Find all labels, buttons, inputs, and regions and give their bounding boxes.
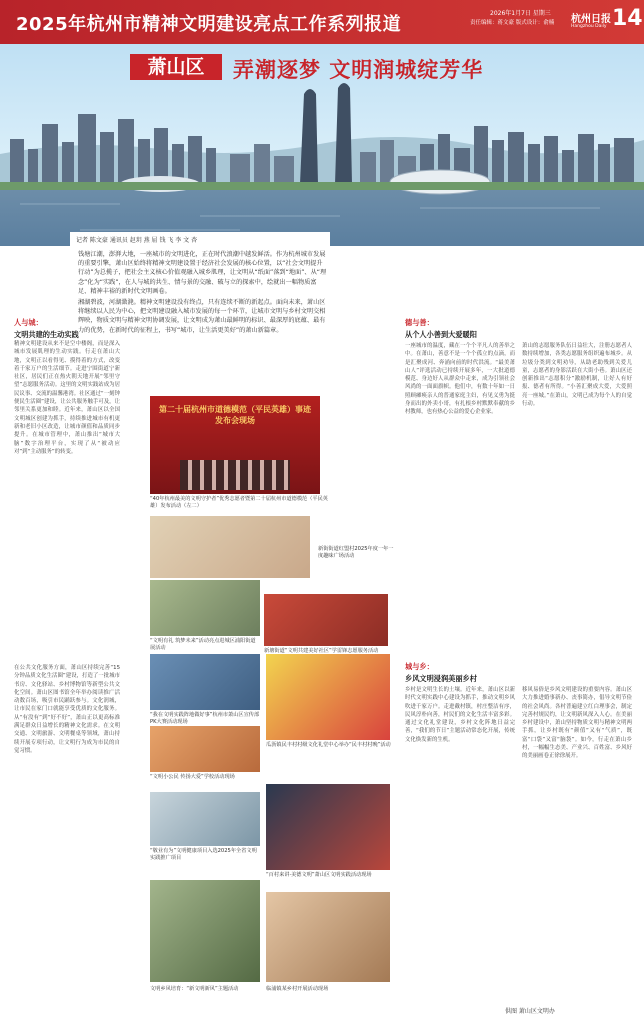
hero-skyline-image <box>0 44 644 246</box>
river-shimmer <box>20 204 600 230</box>
photo-caption-6: “文明小公民 传扬大爱”学校活动现场 <box>150 774 235 780</box>
section-1-heading <box>14 318 79 340</box>
newspaper-logo-sub: Hangzhou Daily <box>571 24 607 29</box>
photo-rural-event <box>150 880 260 982</box>
intro-paragraph <box>78 250 328 335</box>
editor-credits: 责任编辑：蒋文豪 版式设计：俞楠 <box>470 20 555 26</box>
photo-contest <box>150 654 260 710</box>
photo-caption-7: 瓜沥镇民丰村村级文化礼堂中心举办“民丰村村晚”活动 <box>266 742 391 748</box>
section-3-column-b: 移风易俗是乡风文明建设的重要内容。萧山区大力推进婚事新办、丧事简办，倡导文明节俭的社会风尚。各村普遍建立红白理事会，制定完善村规民约，让文明新风深入人心。在美丽乡村建设中，萧山坚持物质文明与精神文明两手抓，让乡村既有“颜值”又有“气质”，既富“口袋”又富“脑袋”。如今，行走在萧山乡村，一幅幅生态美、产业兴、百姓富、乡风好的美丽画卷正徐徐展开。 <box>522 687 632 760</box>
photo-caption-1: “40年杭州最美的文明守护者”优秀志愿者暨第二十届杭州市道德模范（平民英雄）发布活动（左二） <box>150 496 328 509</box>
section-3-heading <box>405 662 477 684</box>
photo-volunteers <box>264 594 388 646</box>
photo-people-row <box>180 460 290 490</box>
section-3-column-a: 乡村是文明生长的土壤。近年来，萧山区以新时代文明实践中心建设为抓手，推动文明乡风吹进千家万户。走进戴村镇，村庄整洁有序，民风淳朴向善，村民们的文化生活丰富多彩。通过文化礼堂建设，乡村文化阵地日益完善，“我们的节日”主题活动常态化开展，传统文化焕发新的生机。 <box>405 687 515 743</box>
photo-caption-11: 临浦镇某乡村开展活动现场 <box>266 986 329 992</box>
photo-practice-project <box>150 792 260 846</box>
photo-caption-3: “文明有礼 筑梦未来”活动亮点进城区浦阳街道展活动 <box>150 638 256 651</box>
page-title: 2025年杭州市精神文明建设亮点工作系列报道 <box>16 14 402 35</box>
photo-village-activity <box>266 892 390 982</box>
photo-caption-2: 新街街道红盟村2025年度一年一度趣味广场活动 <box>318 546 394 559</box>
byline: 记者 陈文豪 通讯员 赵玥 燕 屈 钱 飞 李 文 杏 <box>76 237 198 244</box>
photo-stage-performance <box>266 784 390 870</box>
section-3-title: 乡风文明浸润美丽乡村 <box>405 674 477 683</box>
page-header <box>0 0 644 44</box>
intro-text: 钱塘江潮，澎湃大地，一座城市的文明进化，正在时代浪潮中越发鲜活。作为杭州城市发展的重要引擎，萧山区始终将精神文明建设置于经济社会发展的核心位置，以“社会文明提升行动”为总揽子，把社会主义核心价值观融入城乡肌理，让文明从“纸面”落到“地面”、从“理念”化为“实践”，在人与城的共生、情与景的交融、破与立的探索中，绘就出一幅物质富足、精神丰裕的新时代文明画卷。 <box>78 251 327 295</box>
photo-plaza-event <box>150 516 310 578</box>
section-3-tag: 城与乡： <box>405 662 434 671</box>
issue-date: 2026年1月7日 星期三 <box>490 10 551 17</box>
photo-caption-4: 新塘街道“文明共建美好社区”学雷锋志愿服务活动 <box>264 648 379 654</box>
intro-text-more: 湘湖碧波，河湖潋滟。精神文明建设没有终点，只有连续不断的新起点。面向未来，萧山区将继续以人民为中心，把文明建设融入城市发展的每一个环节，让城市文明与乡村文明交相辉映，物质文明与精神文明协调发展，让文明成为萧山最鲜明的标识、最深厚的底蕴、最有力的优势，在新时代的征程上，书写“城市，让生活更美好”的萧山新篇章。 <box>78 299 326 334</box>
district-tag: 萧山区 <box>130 54 222 80</box>
photo-caption-5: “我在文明实践阵地做好事”杭州市萧山区宣传部PK大赛活动现场 <box>150 712 260 725</box>
photo-village-gala <box>266 654 390 740</box>
photo-caption-8: “敬业有为”文明健康项目入选2025年全省文明实践推广项目 <box>150 848 257 861</box>
section-2-tag: 德与善： <box>405 318 434 327</box>
section-1-title: 文明共建的生动实践 <box>14 330 79 339</box>
section-1-column-a: 精神文明建设从来不是空中楼阁，而是深入城市发展肌理的生动实践。行走在萧山大地，文明正以看得见、摸得着的方式，改变着千家万户的生活细节。走进宁围街道宁新社区，居民们正在热火朝天地开展“邻里守望”志愿服务活动。这里的文明实践站成为居民议事、交流的温馨港湾。社区通过“一刻钟便民生活圈”建设，让公共服务触手可及，让邻里关系更加和睦。近年来，萧山区以全国文明城区创建为抓手，持续推进城市有机更新和老旧小区改造，让城市颜值和品质同步提升。在城市管理中，萧山推出“城市大脑”数字治理平台，实现了从“被动应对”到“主动服务”的转变。 <box>14 341 120 455</box>
page-number: 14 <box>612 6 643 31</box>
photo-school-event <box>150 726 260 772</box>
photo-caption-10: 文明乡风培育：“新文明新风”主题活动 <box>150 986 239 992</box>
river-bank <box>0 182 644 190</box>
section-2-title: 从个人小善到大爱暖阳 <box>405 330 477 339</box>
photo-ceremony-banner: 第二十届杭州市道德模范（平民英雄）事迹发布会现场 <box>159 405 311 425</box>
main-headline: 弄潮逐梦 文明润城绽芳华 <box>233 58 484 82</box>
section-1-tag: 人与城： <box>14 318 43 327</box>
newspaper-logo: 杭州日报 <box>571 14 611 25</box>
photo-credit: 供图 萧山区文明办 <box>505 1008 555 1015</box>
photo-ceremony-stage <box>150 396 320 494</box>
section-1-column-b: 在公共文化服务方面，萧山区持续完善“15分钟品质文化生活圈”建设，打造了一批城市书房、文化驿站、乡村博物馆等新型公共文化空间。萧山区图书馆全年举办阅读推广活动数百场，吸引市民踊跃参与。文化润城，让市民在家门口就能享受优质的文化服务。从“有没有”到“好不好”，萧山正以更高标准满足群众日益增长的精神文化需求。在文明交通、文明旅游、文明餐桌等领域，萧山持续开展专项行动，让文明行为成为市民的自觉习惯。 <box>14 665 120 754</box>
section-2-column-a: 一座城市的温度，藏在一个个平凡人的善举之中。在萧山，善意不是一个个孤立的点滴，而是汇聚成河、奔涌向前的时代洪流。“最美萧山人”评选活动已持续开展多年，一大批道德模范、身边好人从群众中走来，成为引领社会风尚的一面面旗帜。他们中，有数十年如一日照顾瘫痪亲人的普通家庭主妇，有见义勇为挺身而出的外卖小哥，有扎根乡村默默奉献的乡村教师，也有热心公益的爱心企业家。 <box>405 343 515 416</box>
photo-neighborhood <box>150 580 260 636</box>
photo-caption-9: “百村来讲·美德文明”萧山区文明实践活动现场 <box>266 872 372 878</box>
section-2-heading <box>405 318 477 340</box>
section-2-column-b: 萧山的志愿服务队伍日益壮大，注册志愿者人数持续增加，各类志愿服务组织遍布城乡。从垃圾分类到文明劝导，从助老助残到关爱儿童，志愿者的身影活跃在大街小巷。萧山区还创新推出“志愿积分”激励机制，让好人有好报、德者有所得。“小善汇聚成大爱，大爱照亮一座城。”在萧山，文明已成为每个人的自觉行动。 <box>522 343 632 408</box>
